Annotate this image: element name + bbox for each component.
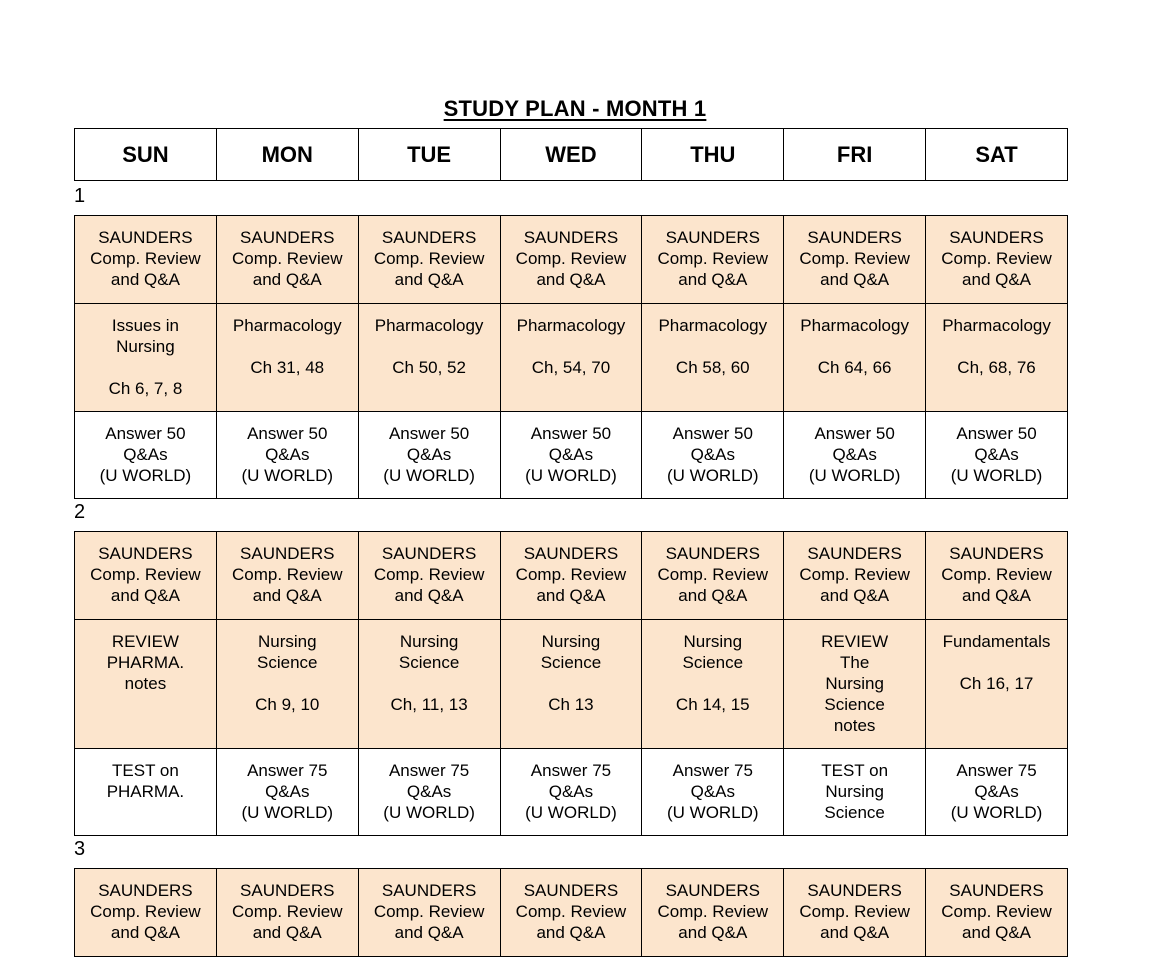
week-1-topic-mon: Pharmacology Ch 31, 48: [216, 304, 358, 412]
week-3-cell-mon: SAUNDERS Comp. Review and Q&A: [216, 869, 358, 957]
week-1-qa-sat: Answer 50 Q&As (U WORLD): [926, 412, 1068, 499]
day-header-sun: SUN: [75, 129, 217, 181]
week-1-topic-sun: Issues in Nursing Ch 6, 7, 8: [75, 304, 217, 412]
week-2-cell-mon: SAUNDERS Comp. Review and Q&A: [216, 532, 358, 620]
week-1-cell-fri: SAUNDERS Comp. Review and Q&A: [784, 216, 926, 304]
week-2-topic-mon: Nursing Science Ch 9, 10: [216, 620, 358, 749]
day-header-thu: THU: [642, 129, 784, 181]
day-header-fri: FRI: [784, 129, 926, 181]
week-3-cell-wed: SAUNDERS Comp. Review and Q&A: [500, 869, 642, 957]
day-header-wed: WED: [500, 129, 642, 181]
day-header-tue: TUE: [358, 129, 500, 181]
week-2-qa-fri: TEST on Nursing Science: [784, 749, 926, 836]
week-2-qa-thu: Answer 75 Q&As (U WORLD): [642, 749, 784, 836]
week-1-table: [74, 215, 1068, 499]
week-1-cell-mon: SAUNDERS Comp. Review and Q&A: [216, 216, 358, 304]
week-2-topic-row: [75, 620, 1068, 749]
week-1-topic-fri: Pharmacology Ch 64, 66: [784, 304, 926, 412]
week-2-topic-tue: Nursing Science Ch, 11, 13: [358, 620, 500, 749]
week-2-cell-sat: SAUNDERS Comp. Review and Q&A: [926, 532, 1068, 620]
week-2-qa-sun: TEST on PHARMA.: [75, 749, 217, 836]
day-header-mon: MON: [216, 129, 358, 181]
week-2-cell-wed: SAUNDERS Comp. Review and Q&A: [500, 532, 642, 620]
week-1-qa-row: [75, 412, 1068, 499]
week-1-qa-sun: Answer 50 Q&As (U WORLD): [75, 412, 217, 499]
week-1-label: 1: [74, 185, 86, 207]
week-1-cell-sat: SAUNDERS Comp. Review and Q&A: [926, 216, 1068, 304]
week-1-topic-tue: Pharmacology Ch 50, 52: [358, 304, 500, 412]
week-2-cell-thu: SAUNDERS Comp. Review and Q&A: [642, 532, 784, 620]
week-1-qa-wed: Answer 50 Q&As (U WORLD): [500, 412, 642, 499]
week-1-topic-row: [75, 304, 1068, 412]
week-3-cell-sun: SAUNDERS Comp. Review and Q&A: [75, 869, 217, 957]
week-2-topic-thu: Nursing Science Ch 14, 15: [642, 620, 784, 749]
week-1-topic-sat: Pharmacology Ch, 68, 76: [926, 304, 1068, 412]
week-2-topic-fri: REVIEW The Nursing Science notes: [784, 620, 926, 749]
week-2-cell-tue: SAUNDERS Comp. Review and Q&A: [358, 532, 500, 620]
week-2-qa-wed: Answer 75 Q&As (U WORLD): [500, 749, 642, 836]
week-1-cell-tue: SAUNDERS Comp. Review and Q&A: [358, 216, 500, 304]
day-header-table: [74, 128, 1068, 181]
week-1-cell-sun: SAUNDERS Comp. Review and Q&A: [75, 216, 217, 304]
page-title: STUDY PLAN - MONTH 1: [443, 96, 707, 121]
week-1-topic-wed: Pharmacology Ch, 54, 70: [500, 304, 642, 412]
day-header-row: [75, 129, 1068, 181]
week-1-cell-wed: SAUNDERS Comp. Review and Q&A: [500, 216, 642, 304]
week-2-topic-sun: REVIEW PHARMA. notes: [75, 620, 217, 749]
week-3-label: 3: [74, 838, 86, 860]
week-2-topic-wed: Nursing Science Ch 13: [500, 620, 642, 749]
week-1-qa-tue: Answer 50 Q&As (U WORLD): [358, 412, 500, 499]
week-2-cell-sun: SAUNDERS Comp. Review and Q&A: [75, 532, 217, 620]
week-3-table: [74, 868, 1068, 957]
week-2-qa-mon: Answer 75 Q&As (U WORLD): [216, 749, 358, 836]
week-2-table: [74, 531, 1068, 836]
week-3-cell-sat: SAUNDERS Comp. Review and Q&A: [926, 869, 1068, 957]
week-1-saunders-row: [75, 216, 1068, 304]
week-1-cell-thu: SAUNDERS Comp. Review and Q&A: [642, 216, 784, 304]
week-3-cell-fri: SAUNDERS Comp. Review and Q&A: [784, 869, 926, 957]
day-header-sat: SAT: [926, 129, 1068, 181]
week-2-qa-row: [75, 749, 1068, 836]
week-2-cell-fri: SAUNDERS Comp. Review and Q&A: [784, 532, 926, 620]
week-3-saunders-row: [75, 869, 1068, 957]
week-3-cell-tue: SAUNDERS Comp. Review and Q&A: [358, 869, 500, 957]
week-2-label: 2: [74, 501, 86, 523]
week-1-qa-fri: Answer 50 Q&As (U WORLD): [784, 412, 926, 499]
week-3-cell-thu: SAUNDERS Comp. Review and Q&A: [642, 869, 784, 957]
week-1-topic-thu: Pharmacology Ch 58, 60: [642, 304, 784, 412]
week-1-qa-mon: Answer 50 Q&As (U WORLD): [216, 412, 358, 499]
week-2-qa-tue: Answer 75 Q&As (U WORLD): [358, 749, 500, 836]
week-2-qa-sat: Answer 75 Q&As (U WORLD): [926, 749, 1068, 836]
week-2-topic-sat: Fundamentals Ch 16, 17: [926, 620, 1068, 749]
week-2-saunders-row: [75, 532, 1068, 620]
week-1-qa-thu: Answer 50 Q&As (U WORLD): [642, 412, 784, 499]
